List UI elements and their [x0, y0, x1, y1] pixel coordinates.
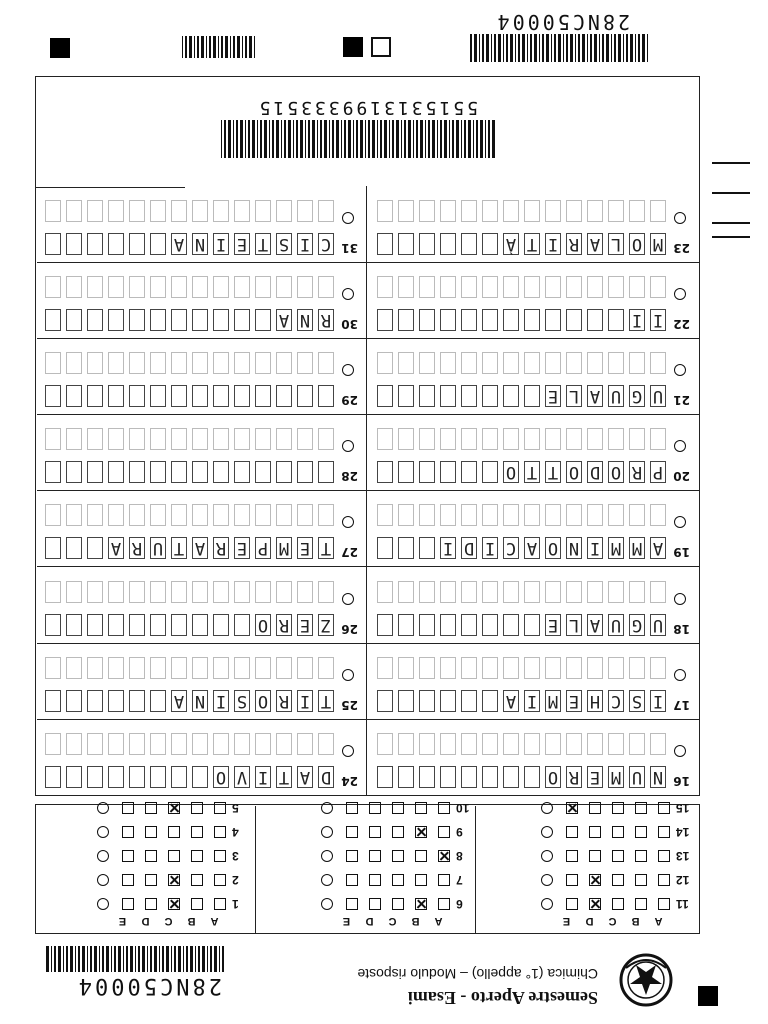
answer-cells[interactable]: I I [372, 309, 666, 331]
page-title: Semestre Aperto - Esami [407, 988, 598, 1008]
candidate-code: 5515313199333515 [256, 97, 478, 118]
answer-box-c[interactable] [392, 850, 404, 862]
answer-box-d[interactable] [145, 850, 157, 862]
answer-box-b[interactable] [635, 898, 647, 910]
answer-box-a[interactable] [214, 874, 226, 886]
answer-box-b[interactable] [415, 874, 427, 886]
question-number: 29 [341, 393, 358, 407]
answer-box-e[interactable] [566, 898, 578, 910]
mcq-question-row [541, 849, 698, 863]
answer-box-c[interactable] [612, 826, 624, 838]
small-barcode [180, 36, 255, 58]
question-number: 17 [673, 697, 690, 712]
answer-box-c[interactable] [168, 826, 180, 838]
answer-cells[interactable] [40, 461, 334, 483]
answer-cells[interactable] [40, 385, 334, 407]
question-number: 3 [232, 849, 239, 863]
question-number: 31 [341, 240, 358, 255]
answer-box-c[interactable] [392, 898, 404, 910]
answer-cells[interactable]: I S C H E M I A [372, 690, 666, 712]
answer-box-e[interactable] [346, 874, 358, 886]
cancel-circle[interactable] [674, 288, 686, 300]
answer-box-a[interactable] [438, 826, 450, 838]
question-number: 10 [456, 801, 470, 815]
answer-cells[interactable]: C I S T E I N A [40, 233, 334, 255]
answer-box-b[interactable] [635, 826, 647, 838]
answer-box-a[interactable] [438, 898, 450, 910]
question-number: 16 [673, 774, 690, 788]
answer-cells[interactable]: Z E R O [40, 614, 334, 636]
answer-box-b[interactable] [415, 898, 427, 910]
answer-box-c[interactable] [392, 802, 404, 814]
question-number: 12 [676, 873, 690, 887]
answer-box-c[interactable] [168, 850, 180, 862]
question-number: 8 [456, 849, 463, 863]
mcq-question-row [97, 897, 254, 911]
answer-box-e[interactable] [122, 802, 134, 814]
answer-box-d[interactable] [145, 898, 157, 910]
answer-box-a[interactable] [658, 874, 670, 886]
question-number: 1 [232, 897, 239, 911]
question-number: 30 [341, 316, 358, 331]
answer-box-b[interactable] [191, 850, 203, 862]
sheet-barcode-top [468, 34, 648, 62]
answer-cells[interactable]: U G U A L E [372, 614, 666, 636]
correction-cells[interactable] [40, 352, 334, 374]
question-number: 28 [341, 469, 358, 484]
cancel-circle[interactable] [541, 802, 553, 814]
correction-cells[interactable] [372, 504, 666, 526]
check-box-mark [371, 37, 391, 57]
page-subtitle: Chimica (1° appello) – Modulo risposte [357, 966, 598, 982]
correction-cells[interactable] [372, 352, 666, 374]
question-number: 9 [456, 825, 463, 839]
mcq-question-row [97, 825, 254, 839]
cancel-circle[interactable] [674, 364, 686, 376]
answer-box-e[interactable] [346, 850, 358, 862]
answer-box-b[interactable] [191, 826, 203, 838]
answer-cells[interactable]: M O L A R I T À [372, 233, 666, 255]
cancel-circle[interactable] [342, 745, 354, 757]
correction-cells[interactable] [40, 733, 334, 755]
answer-box-e[interactable] [566, 802, 578, 814]
alignment-mark [698, 986, 718, 1006]
mcq-letters-header: A B C D E [118, 915, 219, 927]
mcq-question-row [541, 897, 698, 911]
answer-box-c[interactable] [168, 874, 180, 886]
answer-box-d[interactable] [589, 850, 601, 862]
answer-box-c[interactable] [612, 850, 624, 862]
question-number: 25 [341, 697, 358, 712]
answer-box-b[interactable] [191, 802, 203, 814]
answer-box-c[interactable] [612, 898, 624, 910]
cancel-circle[interactable] [97, 874, 109, 886]
answer-box-e[interactable] [566, 850, 578, 862]
question-number: 4 [232, 825, 239, 839]
mcq-question-row [541, 801, 698, 815]
cancel-circle[interactable] [321, 802, 333, 814]
cancel-circle[interactable] [541, 826, 553, 838]
cancel-circle[interactable] [674, 593, 686, 605]
answer-box-e[interactable] [346, 826, 358, 838]
cancel-circle[interactable] [342, 669, 354, 681]
correction-cells[interactable] [40, 200, 334, 222]
answer-box-d[interactable] [369, 850, 381, 862]
answer-box-e[interactable] [346, 802, 358, 814]
answer-box-c[interactable] [168, 898, 180, 910]
cancel-circle[interactable] [97, 802, 109, 814]
mcq-question-row [541, 825, 698, 839]
question-number: 14 [676, 825, 690, 839]
correction-cells[interactable] [372, 657, 666, 679]
correction-cells[interactable] [372, 581, 666, 603]
question-number: 23 [673, 240, 690, 255]
sheet-code-top: 28NC50004 [494, 10, 630, 34]
candidate-barcode [217, 120, 495, 158]
correction-cells[interactable] [40, 428, 334, 450]
answer-box-c[interactable] [168, 802, 180, 814]
question-number: 21 [673, 393, 690, 407]
mcq-question-row [97, 873, 254, 887]
answer-box-a[interactable] [658, 898, 670, 910]
answer-box-d[interactable] [589, 898, 601, 910]
answer-box-e[interactable] [566, 826, 578, 838]
question-number: 26 [341, 621, 358, 636]
answer-box-a[interactable] [214, 802, 226, 814]
correction-cells[interactable] [372, 200, 666, 222]
question-number: 6 [456, 897, 463, 911]
cancel-circle[interactable] [321, 826, 333, 838]
answer-box-d[interactable] [589, 802, 601, 814]
answer-box-d[interactable] [145, 826, 157, 838]
correction-cells[interactable] [372, 428, 666, 450]
cancel-circle[interactable] [97, 850, 109, 862]
alignment-mark [50, 38, 70, 58]
mcq-question-row [321, 897, 478, 911]
answer-box-a[interactable] [438, 874, 450, 886]
mcq-question-row [321, 825, 478, 839]
cancel-circle[interactable] [674, 212, 686, 224]
question-number: 11 [676, 897, 689, 911]
answer-box-d[interactable] [369, 898, 381, 910]
question-number: 22 [673, 316, 690, 331]
answer-box-d[interactable] [145, 802, 157, 814]
answer-box-b[interactable] [191, 898, 203, 910]
answer-box-d[interactable] [369, 802, 381, 814]
answer-box-c[interactable] [392, 874, 404, 886]
mcq-question-row [321, 801, 478, 815]
answer-box-b[interactable] [415, 802, 427, 814]
answer-box-a[interactable] [658, 850, 670, 862]
cancel-circle[interactable] [674, 669, 686, 681]
answer-box-d[interactable] [589, 874, 601, 886]
sheet-code-bottom: 28NC50004 [75, 973, 222, 998]
answer-cells[interactable]: A M M I N O A C I D I [372, 537, 666, 559]
answer-box-e[interactable] [122, 874, 134, 886]
emblem-icon [618, 952, 674, 1008]
mcq-question-row [97, 849, 254, 863]
cancel-circle[interactable] [97, 826, 109, 838]
correction-cells[interactable] [40, 504, 334, 526]
answer-box-c[interactable] [612, 874, 624, 886]
answer-box-a[interactable] [438, 850, 450, 862]
correction-cells[interactable] [40, 657, 334, 679]
mcq-question-row [321, 873, 478, 887]
question-number: 2 [232, 873, 239, 887]
answer-box-b[interactable] [635, 850, 647, 862]
cancel-circle[interactable] [342, 212, 354, 224]
mcq-question-row [321, 849, 478, 863]
answer-box-d[interactable] [369, 826, 381, 838]
cancel-circle[interactable] [342, 593, 354, 605]
cancel-circle[interactable] [321, 850, 333, 862]
answer-box-b[interactable] [635, 802, 647, 814]
question-number: 27 [341, 545, 358, 560]
answer-box-d[interactable] [145, 874, 157, 886]
answer-cells[interactable]: T E M P E R A T U R A [40, 537, 334, 559]
cancel-circle[interactable] [97, 898, 109, 910]
answer-box-b[interactable] [635, 874, 647, 886]
answer-cells[interactable]: N U M E R O [372, 766, 666, 788]
answer-box-a[interactable] [658, 826, 670, 838]
answer-box-e[interactable] [122, 826, 134, 838]
mcq-letters-header: A B C D E [342, 915, 443, 927]
correction-cells[interactable] [40, 581, 334, 603]
answer-box-a[interactable] [658, 802, 670, 814]
answer-box-e[interactable] [122, 898, 134, 910]
correction-cells[interactable] [372, 733, 666, 755]
mcq-question-row [97, 801, 254, 815]
cancel-circle[interactable] [674, 745, 686, 757]
cancel-circle[interactable] [541, 874, 553, 886]
mcq-letters-header: A B C D E [562, 915, 663, 927]
correction-cells[interactable] [40, 276, 334, 298]
answer-cells[interactable]: U G U A L E [372, 385, 666, 407]
answer-box-d[interactable] [369, 874, 381, 886]
answer-cells[interactable]: D A T I V O [40, 766, 334, 788]
answer-box-b[interactable] [415, 826, 427, 838]
cancel-circle[interactable] [541, 850, 553, 862]
cancel-circle[interactable] [321, 898, 333, 910]
answer-cells[interactable]: P R O D O T T O [372, 461, 666, 483]
answer-box-e[interactable] [122, 850, 134, 862]
answer-box-c[interactable] [392, 826, 404, 838]
answer-box-e[interactable] [346, 898, 358, 910]
question-number: 18 [673, 621, 690, 636]
cancel-circle[interactable] [342, 364, 354, 376]
answer-box-b[interactable] [415, 850, 427, 862]
question-number: 19 [673, 545, 690, 560]
answer-cells[interactable]: T I R O S I N A [40, 690, 334, 712]
cancel-circle[interactable] [321, 874, 333, 886]
answer-box-e[interactable] [566, 874, 578, 886]
correction-cells[interactable] [372, 276, 666, 298]
question-number: 13 [676, 849, 690, 863]
cancel-circle[interactable] [342, 288, 354, 300]
sheet-barcode-bottom [42, 946, 224, 972]
alignment-mark [343, 37, 363, 57]
question-number: 20 [673, 469, 690, 484]
cancel-circle[interactable] [541, 898, 553, 910]
answer-cells[interactable]: R N A [40, 309, 334, 331]
answer-box-b[interactable] [191, 874, 203, 886]
answer-box-a[interactable] [214, 850, 226, 862]
question-number: 7 [456, 873, 463, 887]
mcq-question-row [541, 873, 698, 887]
question-number: 5 [232, 801, 239, 815]
answer-box-d[interactable] [589, 826, 601, 838]
answer-box-a[interactable] [438, 802, 450, 814]
answer-box-a[interactable] [214, 898, 226, 910]
answer-box-a[interactable] [214, 826, 226, 838]
answer-box-c[interactable] [612, 802, 624, 814]
question-number: 24 [341, 774, 358, 788]
question-number: 15 [676, 801, 690, 815]
